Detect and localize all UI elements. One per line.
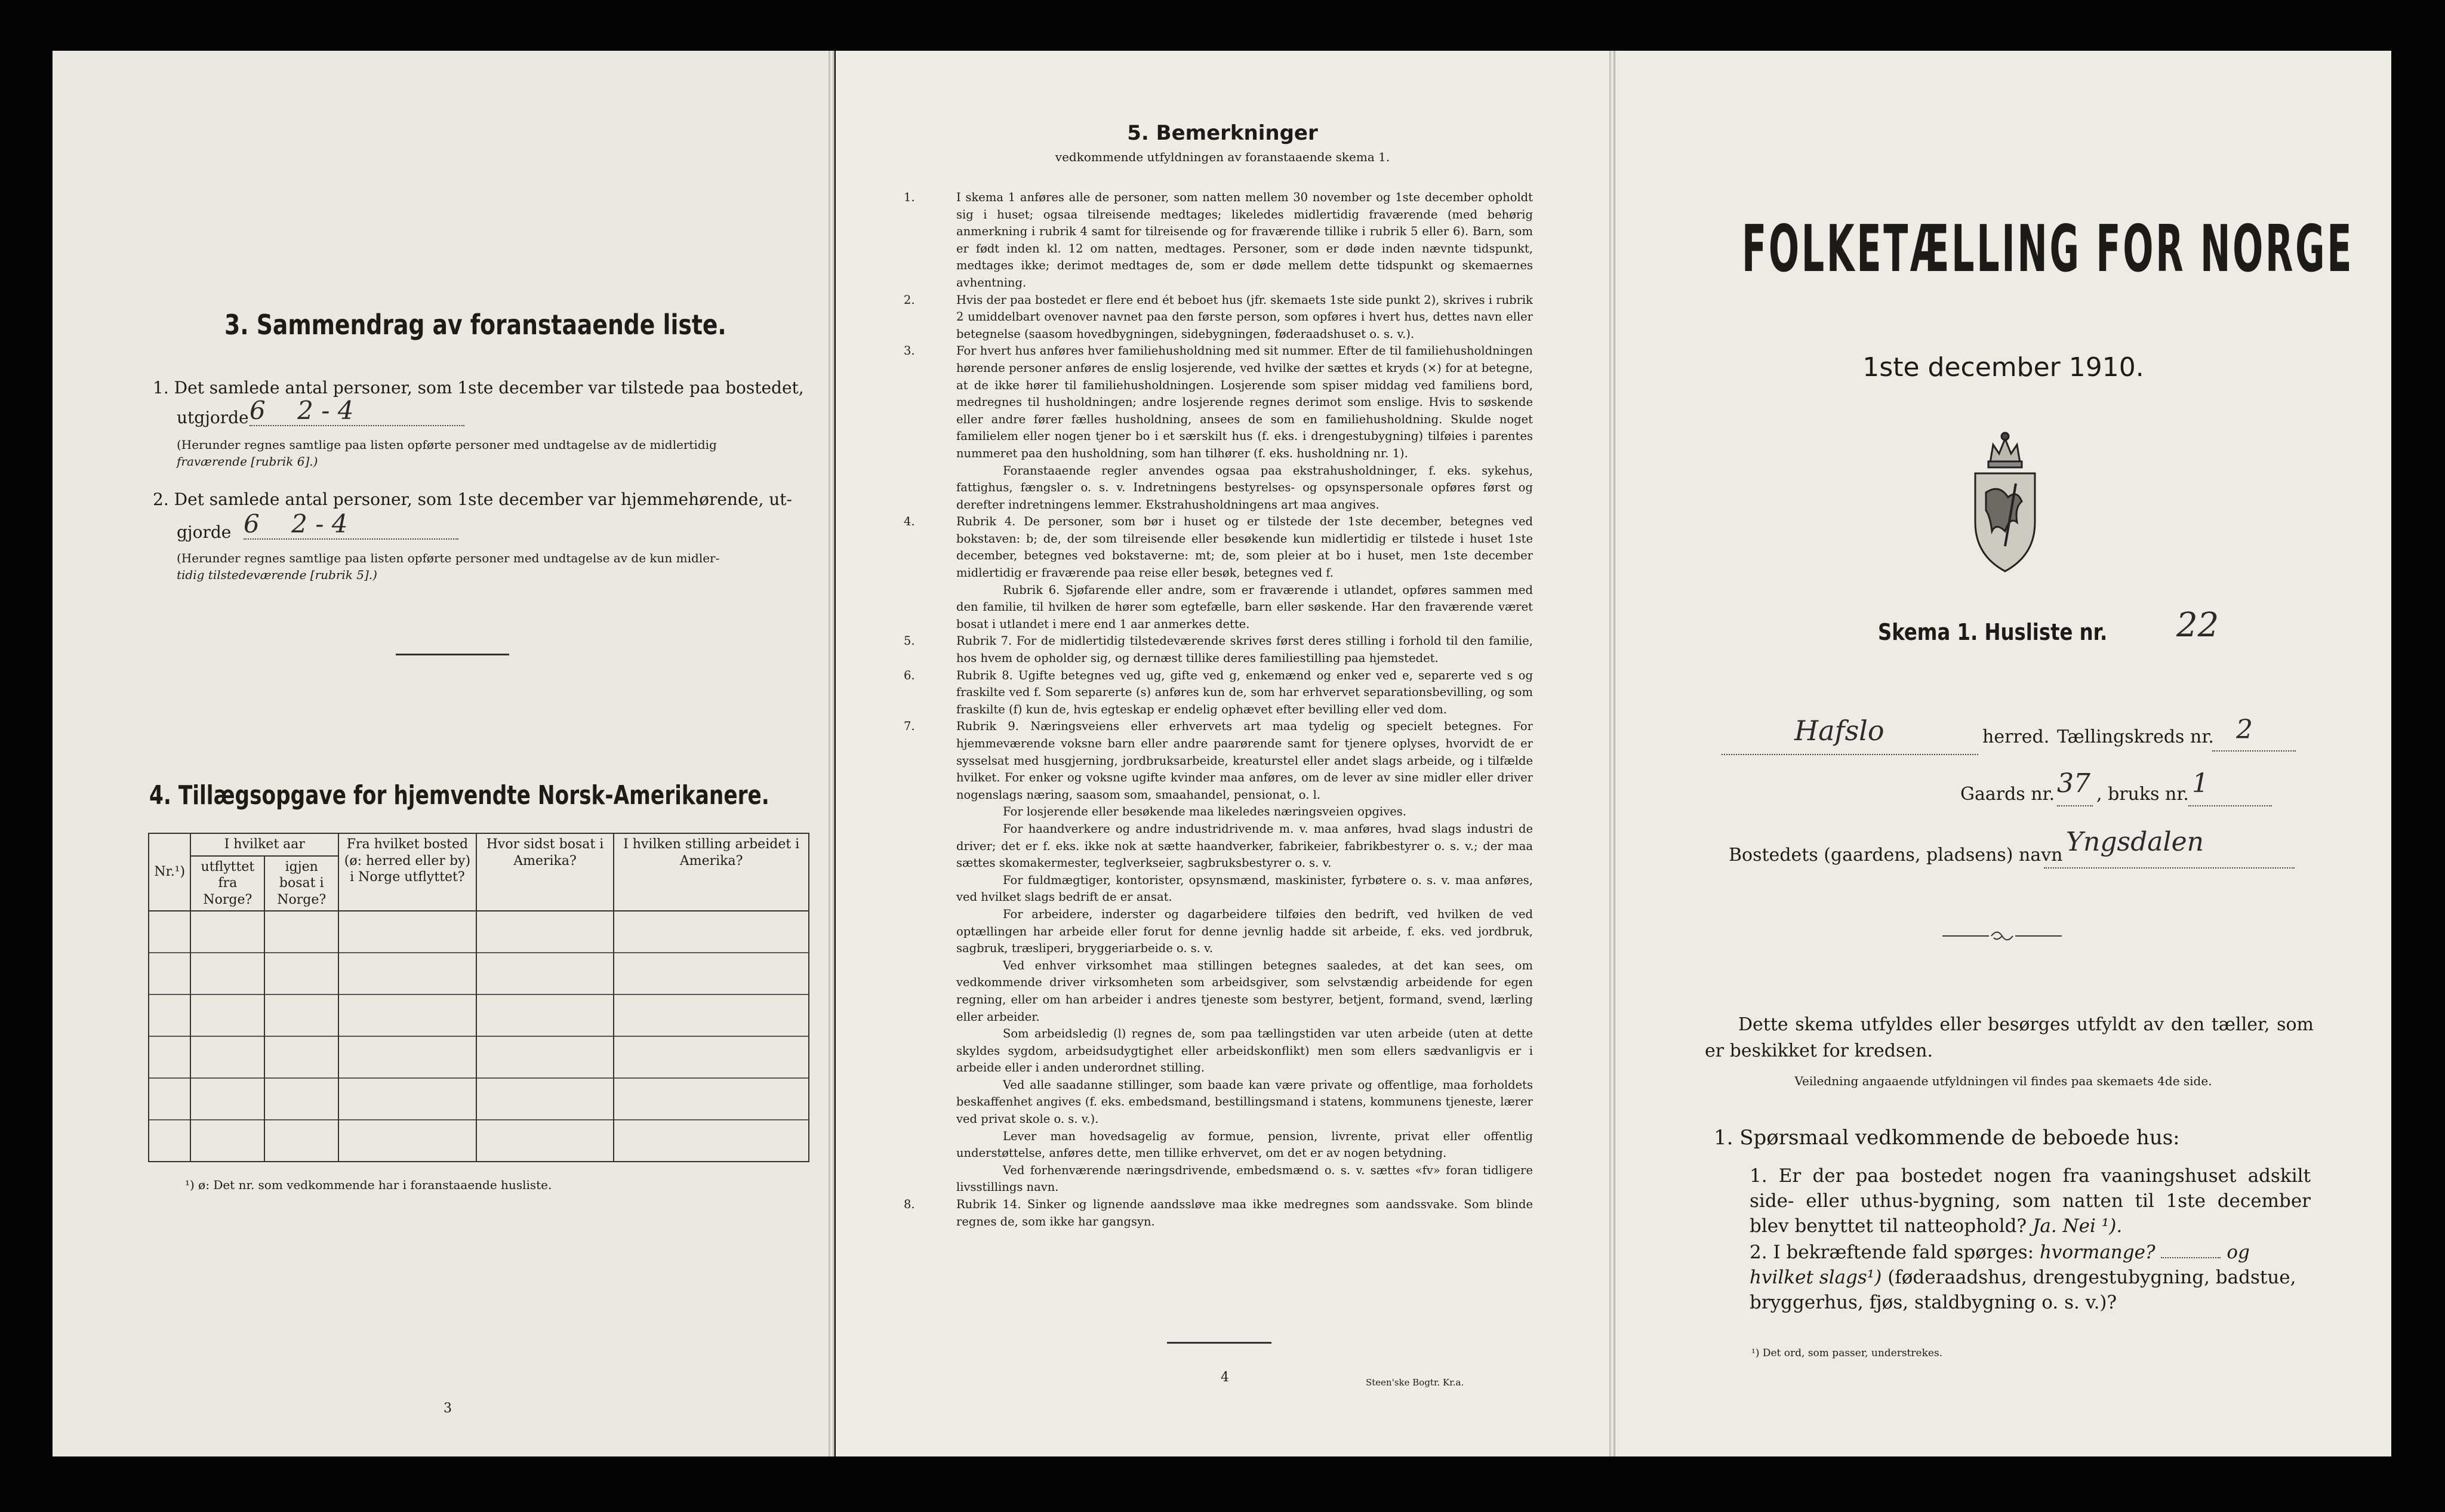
- question-2-slags: og hvilket slags¹): [1750, 1242, 2250, 1288]
- item1-note-2: fraværende [rubrik 6].): [177, 454, 318, 469]
- bosted-value: Yngsdalen: [2066, 827, 2204, 857]
- remark-paragraph: [930, 1162, 1533, 1196]
- remark-text: For losjerende eller besøkende maa likeledes næringsveien opgives.: [1003, 805, 1406, 819]
- norsk-amerikanere-table: [148, 833, 809, 1162]
- divider: [396, 654, 509, 655]
- table-body: [149, 911, 809, 1162]
- remark-paragraph: [930, 821, 1533, 872]
- remark-paragraph: [930, 872, 1533, 906]
- fold-divider: [829, 51, 834, 1456]
- page-middle: [836, 51, 1609, 1456]
- remark-text: Rubrik 8. Ugifte betegnes ved ug, gifte ved g, enkemænd og enker ved e, separerte ved s og fraskilte ved f. Som separerte (s) anføres kun de, som har erhvervet separationsbevilling, og som fraskilte (f) kun de, hvis egteskap er endelig ophævet efter bevilling eller ved dom.: [956, 668, 1533, 716]
- census-date: 1ste december 1910.: [1862, 352, 2144, 383]
- printer-mark: Steen'ske Bogtr. Kr.a.: [1366, 1377, 1464, 1388]
- remark-text: Rubrik 7. For de midlertidig tilstedeværende skrives først deres stilling i forhold til den familie, hos hvem de opholder sig, og dernæst tillike deres familiestilling paa hjemstedet.: [956, 634, 1533, 666]
- remark-text: Rubrik 9. Næringsveiens eller erhvervets art maa tydelig og specielt betegnes. For hjemmeværende voksne barn eller andre paarørende samt for tjenere oplyses, hvorvidt de er sysselsat med husgjerning, jordbruksarbeide, kreaturstel eller andet slags arbeide, og i tilfælde hvilket. For enker og voksne ugifte kvinder maa anføres, om de lever av sine midler eller driver nogenslags næring, saasom som, smaahandel, pensionat, o. l.: [956, 719, 1533, 802]
- col-utflyttet-header: utflyttet fra Norge?: [190, 856, 264, 911]
- table-cell: [190, 911, 264, 1162]
- remark-text: Rubrik 14. Sinker og lignende aandssløve maa ikke medregnes som aandssvake. Som blinde regnes de, som ikke har gangsyn.: [956, 1197, 1533, 1228]
- herred-value: Hafslo: [1794, 715, 1884, 747]
- remark-paragraph: [930, 1077, 1533, 1128]
- remark-text: Lever man hovedsagelig av formue, pension, livrente, privat eller offentlig understøttelse, anføres dette, men tillike erhvervet, om det er av nogen betydning.: [956, 1129, 1533, 1160]
- right-footnote: ¹) Det ord, som passer, understrekes.: [1751, 1347, 1943, 1359]
- table-cell: [476, 911, 614, 1162]
- col-group-header: I hvilket aar: [190, 833, 338, 856]
- kreds-value: 2: [2236, 715, 2253, 745]
- col-igjen-header: igjen bosat i Norge?: [264, 856, 338, 911]
- intro-text: Dette skema utfyldes eller besørges utfyldt av den tæller, som er beskikket for kredsen.: [1705, 1014, 2314, 1061]
- col-amerika-header: Hvor sidst bosat i Amerika?: [476, 833, 614, 911]
- remark-text: Rubrik 6. Sjøfarende eller andre, som er fraværende i utlandet, opføres sammen med den familie, til hvilken de hører som egtefælle, barn eller søskende. Har den fraværende været bosat i utlandet i mere end 1 aar anmerkes dette.: [956, 583, 1533, 631]
- gaards-value: 37: [2057, 768, 2090, 799]
- remark-text: For arbeidere, inderster og dagarbeidere tilføies den bedrift, ved hvilken de ved optællingen har arbeide eller forut for denne jevnlig hadde sit arbeide, f. eks. ved jordbruk, sagbruk, træsliperi, bryggeriarbeide o. s. v.: [956, 907, 1533, 956]
- col-stilling-header: I hvilken stilling arbeidet i Amerika?: [614, 833, 809, 911]
- item1-text: 1. Det samlede antal personer, som 1ste december var tilstede paa bostedet,: [153, 378, 804, 398]
- remark-paragraph: [930, 957, 1533, 1026]
- section-4-title: 4. Tillægsopgave for hjemvendte Norsk-Amerikanere.: [149, 780, 769, 811]
- intro-guidance: Veiledning angaaende utfyldningen vil findes paa skemaets 4de side.: [1794, 1074, 2212, 1088]
- table-cell: [338, 911, 476, 1162]
- remark-number: 7.: [904, 719, 915, 734]
- remarks-subtitle: vedkommende utfyldningen av foranstaaende skema 1.: [1055, 150, 1390, 164]
- remark-number: 8.: [904, 1197, 915, 1212]
- coat-of-arms-icon: [1963, 427, 2047, 576]
- bosted-label: Bostedets (gaardens, pladsens) navn: [1729, 845, 2063, 866]
- remark-number: 4.: [904, 515, 915, 529]
- table-cell: [614, 911, 809, 1162]
- remarks-list: [904, 189, 1533, 1230]
- remark-text: Ved forhenværende næringsdrivende, embedsmænd o. s. v. sættes «fv» foran tidligere livsstillings navn.: [956, 1163, 1533, 1194]
- item1-note: (Herunder regnes samtlige paa listen opførte personer med undtagelse av de midlertidig: [177, 438, 717, 452]
- table-footnote: ¹) ø: Det nr. som vedkommende har i foranstaaende husliste.: [185, 1178, 552, 1192]
- kreds-label: Tællingskreds nr.: [2057, 726, 2214, 747]
- remark-number: 5.: [904, 634, 915, 648]
- question-1-answer: Ja. Nei ¹).: [2032, 1215, 2123, 1237]
- bruks-value: 1: [2192, 768, 2209, 799]
- herred-label: herred.: [1982, 726, 2050, 747]
- remark-paragraph: [930, 803, 1533, 821]
- question-2-examples: (føderaadshus, drengestubygning, badstue, bryggerhus, fjøs, staldbygning o. s. v.)?: [1750, 1267, 2296, 1313]
- remark-text: I skema 1 anføres alle de personer, som natten mellem 30 november og 1ste december opholdt sig i huset; ogsaa tilreisende medtages; likeledes midlertidig fraværende (med behørig anmerkning i rubrik 4 samt for tilreisende og for fraværende tillike i rubrik 5 eller 6). Barn, som er født inden kl. 12 om natten, medtages. Personer, som er døde inden nævnte tidspunkt, medtages ikke; derimot medtages de, som er døde mellem dette tidspunkt og skemaernes avhentning.: [956, 190, 1533, 290]
- page-number: 3: [444, 1401, 452, 1416]
- remark-number: 3.: [904, 344, 915, 358]
- item2-note-2: tidig tilstedeværende [rubrik 5].): [177, 568, 377, 582]
- remark-text: For fuldmægtiger, kontorister, opsynsmænd, maskinister, fyrbøtere o. s. v. maa anføres, ved hvilket slags bedrift de er ansat.: [956, 873, 1533, 904]
- item2-value-handwritten: 6 2 - 4: [244, 509, 458, 540]
- remark-paragraph: [930, 906, 1533, 957]
- page-number: 4: [1221, 1370, 1229, 1385]
- remark-text: Rubrik 4. De personer, som bør i huset og er tilstede der 1ste december, betegnes ved bokstaven: b; de, der som tilreisende eller besøkende kun midlertidig er tilstede i huset 1ste december, betegnes ved bokstaverne: mt; de, som pleier at bo i huset, men 1ste december midlertidig er fraværende paa reise eller besøk, betegnes ved f.: [956, 515, 1533, 580]
- remark-number: 2.: [904, 292, 915, 307]
- fold-divider: [1609, 51, 1615, 1456]
- skema-label: Skema 1. Husliste nr.: [1878, 619, 2108, 645]
- question-1: 1. Er der paa bostedet nogen fra vaaningshuset adskilt side- eller uthus-bygning, som natten til 1ste december blev benyttet til natteophold?: [1750, 1165, 2311, 1237]
- col-nr-header: Nr.¹): [149, 833, 190, 911]
- remark-paragraph: [930, 1128, 1533, 1162]
- page-left: [53, 51, 829, 1456]
- remark-text: Ved enhver virksomhet maa stillingen betegnes saaledes, at det kan sees, om vedkommende driver virksomheten som arbeidsgiver, som selvstændig arbeidende for egen regning, eller om han arbeider i andres tjeneste som bestyrer, betjent, formand, svend, lærling eller arbeider.: [956, 958, 1533, 1024]
- remark-text: For haandverkere og andre industridrivende m. v. maa anføres, hvad slags industri de driver; det er f. eks. ikke nok at sætte haandverker, fabrikeier, fabrikbestyrer o. s. v.; der maa sættes skomakermester, teglverkseier, sagbruksbestyrer o. s. v.: [956, 821, 1533, 870]
- remark-paragraph: [904, 292, 1533, 343]
- remark-text: Hvis der paa bostedet er flere end ét beboet hus (jfr. skemaets 1ste side punkt 2), skrives i rubrik 2 umiddelbart ovenover navnet paa den første person, som opføres i hvert hus, dettes navn eller betegnelse (saasom hovedbygningen, sidebygningen, føderaadshuset o. s. v.).: [956, 292, 1533, 341]
- page-right: [1615, 51, 2391, 1456]
- divider: [1167, 1342, 1271, 1344]
- remark-paragraph: [904, 513, 1533, 581]
- remark-paragraph: [904, 667, 1533, 719]
- table-cell: [149, 911, 190, 1162]
- main-title: FOLKETÆLLING FOR NORGE: [1742, 212, 2354, 287]
- remark-text: Foranstaaende regler anvendes ogsaa paa ekstrahusholdninger, f. eks. sykehus, fattighus, fængsler o. s. v. Indretningens bestyrelses- og opsynspersonale opføres først og derefter indretningens lemmer. Ekstrahusholdningens art maa angives.: [956, 463, 1533, 512]
- table-cell: [264, 911, 338, 1162]
- section-3-title: 3. Sammendrag av foranstaaende liste.: [224, 309, 726, 341]
- remark-paragraph: [930, 582, 1533, 633]
- remark-text: For hvert hus anføres hver familiehusholdning med sit nummer. Efter de til familiehusholdningen hørende personer anføres de enslig losjerende, ved hvilke der sættes et kryds (×) for at betegne, at de ikke hører til familiehusholdningen. Losjerende som spiser middag ved familiens bord, medregnes til husholdningen; andre losjerende regnes derimot som enslige. Hvis to søskende eller andre fører fælles husholdning, ansees de som en familiehusholdning. Skulde noget familielem eller nogen tjener bo i et særskilt hus (f. eks. i drengestubygning) tilføies i parentes nummeret paa den husholdning, som han tilhører (f. eks. husholdning nr. 1).: [956, 344, 1533, 460]
- remark-paragraph: [904, 1196, 1533, 1230]
- remark-number: 6.: [904, 668, 915, 682]
- remark-paragraph: [930, 463, 1533, 514]
- remark-text: Som arbeidsledig (l) regnes de, som paa tællingstiden var uten arbeide (uten at dette skyldes sygdom, arbeidsudygtighet eller arbeidskonflikt) men som ellers sædvanligvis er i arbeide eller i anden underordnet stilling.: [956, 1027, 1533, 1075]
- question-2: 2. I bekræftende fald spørges:: [1750, 1242, 2034, 1263]
- item1-value-handwritten: 6 2 - 4: [250, 396, 464, 426]
- question-2-hvormange: hvormange?: [2039, 1242, 2155, 1263]
- item2-text: 2. Det samlede antal personer, som 1ste december var hjemmehørende, ut-: [153, 489, 792, 509]
- question-section-title: 1. Spørsmaal vedkommende de beboede hus:: [1714, 1126, 2180, 1150]
- bruks-label: , bruks nr.: [2096, 784, 2189, 805]
- item2-note: (Herunder regnes samtlige paa listen opførte personer med undtagelse av de kun midler-: [177, 551, 720, 565]
- remark-number: 1.: [904, 190, 915, 204]
- ornament-icon: [1942, 927, 2062, 945]
- remark-paragraph: [904, 633, 1533, 667]
- remark-paragraph: [904, 718, 1533, 803]
- gaards-label: Gaards nr.: [1960, 784, 2055, 805]
- remark-text: Ved alle saadanne stillinger, som baade kan være private og offentlige, maa forholdets beskaffenhet angives (f. eks. embedsmand, bestillingsmand i statens, kommunens tjeneste, lærer ved privat skole o. s. v.).: [956, 1077, 1533, 1126]
- col-bosted-header: Fra hvilket bosted (ø: herred eller by) i Norge utflyttet?: [338, 833, 476, 911]
- remark-paragraph: [904, 343, 1533, 462]
- item1-prefix: utgjorde: [177, 408, 249, 427]
- item2-prefix: gjorde: [177, 522, 232, 542]
- remark-paragraph: [930, 1026, 1533, 1077]
- remarks-title: 5. Bemerkninger: [1127, 121, 1318, 145]
- husliste-number: 22: [2176, 606, 2219, 645]
- remark-paragraph: [904, 189, 1533, 292]
